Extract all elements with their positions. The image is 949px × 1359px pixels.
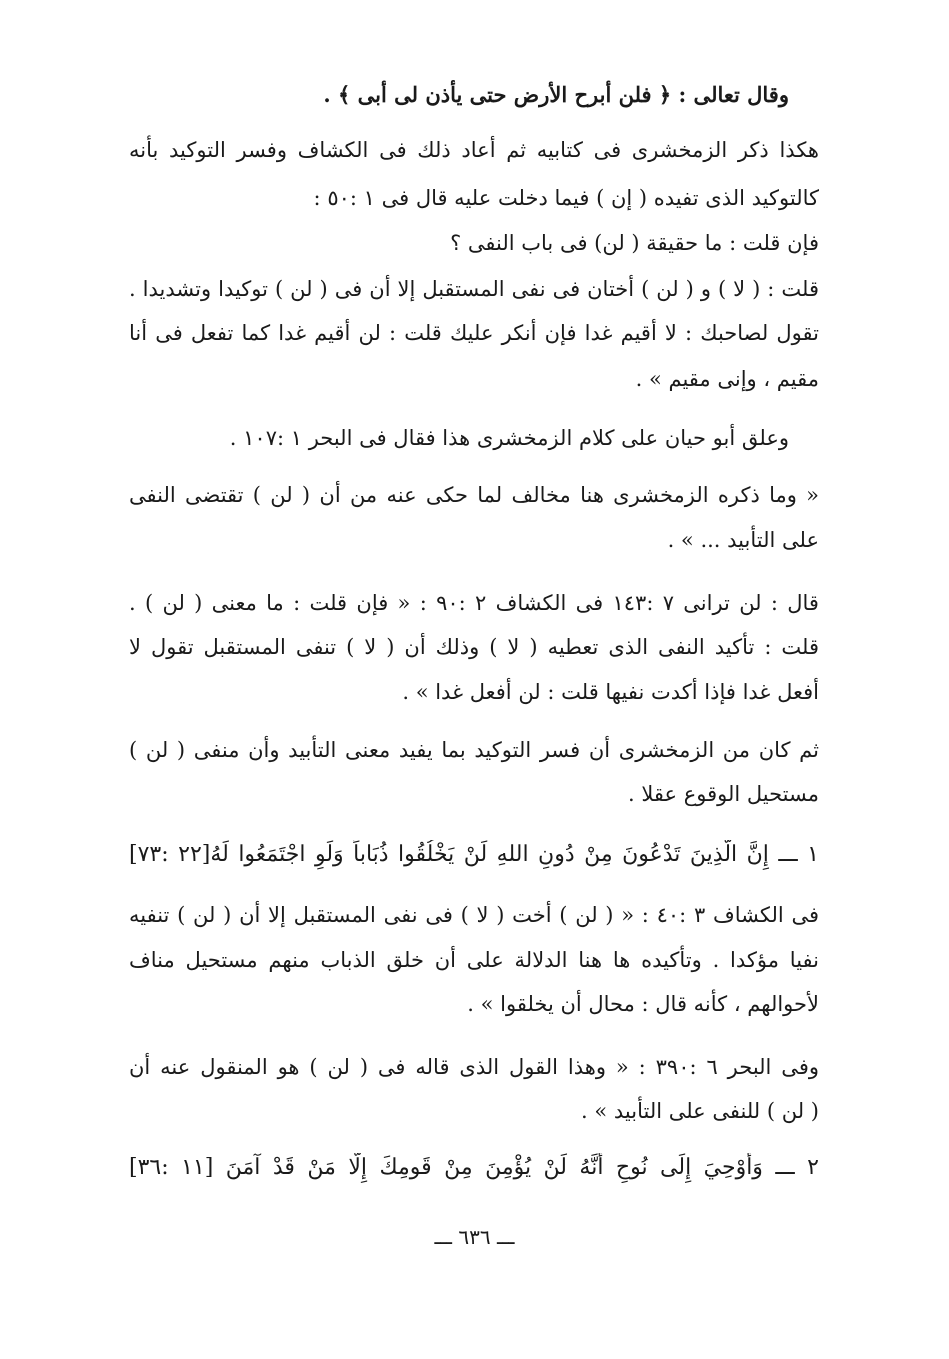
paragraph-line: كالتوكيد الذى تفيده ( إن ) فيما دخلت عليه قال فى ١ :٥٠ : [313,186,819,210]
paragraph-line: لأحوالهم ، كأنه قال : محال أن يخلقوا » . [467,992,819,1016]
page-number: ـــ ٦٣٦ ـــ [434,1225,515,1249]
paragraph-line: قال : لن ترانى ٧ :١٤٣ فى الكشاف ٢ :٩٠ : « فإن قلت : ما معنى ( لن ) . [129,591,819,615]
paragraph-line: ( لن ) للنفى على التأبيد » . [581,1099,819,1123]
paragraph-line: ثم كان من الزمخشرى أن فسر التوكيد بما يفيد معنى التأبيد وأن منفى ( لن ) [129,738,819,762]
paragraph-line: تقول لصاحبك : لا أقيم غدا فإن أنكر عليك قلت : لن أقيم غدا كما تفعل فى أنا [129,321,819,345]
quote-line: على التأبيد ... » . [667,528,819,552]
paragraph-line: قلت : ( لا ) و ( لن ) أختان فى نفى المستقبل إلا أن فى ( لن ) توكيدا وتشديدا . [129,277,819,301]
paragraph-line: مقيم ، وإنى مقيم » . [635,367,819,391]
paragraph-line: قلت : تأكيد النفى الذى تعطيه ( لا ) وذلك أن ( لا ) تنفى المستقبل تقول لا [129,635,819,659]
paragraph-line: وعلق أبو حيان على كلام الزمخشرى هذا فقال فى البحر ١ :١٠٧ . [229,426,789,450]
paragraph-line: نفيا مؤكدا . وتأكيده ها هنا الدلالة على أن خلق الذباب منهم مستحيل مناف [129,948,819,972]
verse-line-1: ١ ـــ إِنَّ الَّذِينَ تَدْعُونَ مِنْ دُونِ اللهِ لَنْ يَخْلُقُوا ذُبَاباً وَلَوِ اجْتَمَعُوا لَهُ[٢٢ :٧٣] [129,842,819,867]
verse-line-2: ٢ ـــ وَأُوْحِيَ إِلَى نُوحٍ أَنَّهُ لَنْ يُؤْمِنَ مِنْ قَومِكَ إِلَّا مَنْ قَدْ آمَنَ [١١ :٣٦] [129,1155,819,1180]
paragraph-line: فإن قلت : ما حقيقة ( لن) فى باب النفى ؟ [450,231,819,255]
paragraph-line: هكذا ذكر الزمخشرى فى كتابيه ثم أعاد ذلك فى الكشاف وفسر التوكيد بأنه [129,138,819,162]
verse-line-intro: وقال تعالى : ﴿ فلن أبرح الأرض حتى يأذن لى أبى ﴾ . [323,82,789,107]
paragraph-line: مستحيل الوقوع عقلا . [628,782,819,806]
paragraph-line: فى الكشاف ٣ :٤٠ : « ( لن ) أخت ( لا ) فى نفى المستقبل إلا أن ( لن ) تنفيه [129,903,819,927]
paragraph-line: أفعل غدا فإذا أكدت نفيها قلت : لن أفعل غدا » . [402,680,819,704]
quote-line: « وما ذكره الزمخشرى هنا مخالف لما حكى عنه من أن ( لن ) تقتضى النفى [129,483,819,507]
paragraph-line: وفى البحر ٦ :٣٩٠ : « وهذا القول الذى قاله فى ( لن ) هو المنقول عنه أن [129,1055,819,1079]
